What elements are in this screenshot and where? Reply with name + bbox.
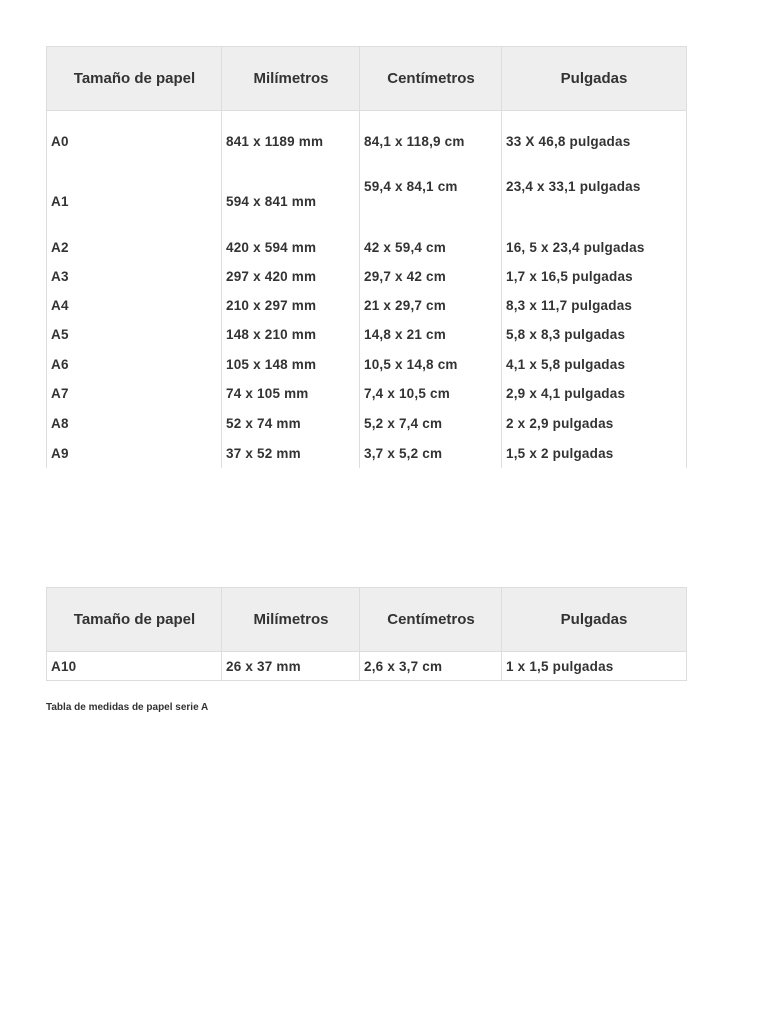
header-inches: Pulgadas <box>560 70 628 87</box>
paper-size-table-a10 <box>46 587 687 681</box>
cell-size: A3 <box>51 269 69 284</box>
cell-centimeters: 5,2 x 7,4 cm <box>364 416 443 431</box>
cell-millimeters: 105 x 148 mm <box>226 357 317 372</box>
cell-inches: 23,4 x 33,1 pulgadas <box>506 179 641 194</box>
table-header <box>46 587 687 652</box>
cell-millimeters: 148 x 210 mm <box>226 327 317 342</box>
cell-inches: 8,3 x 11,7 pulgadas <box>506 298 633 313</box>
cell-millimeters: 594 x 841 mm <box>226 194 317 209</box>
cell-inches: 2,9 x 4,1 pulgadas <box>506 386 626 401</box>
cell-inches: 2 x 2,9 pulgadas <box>506 416 614 431</box>
cell-size: A2 <box>51 240 69 255</box>
header-size: Tamaño de papel <box>73 611 196 628</box>
cell-inches: 1,7 x 16,5 pulgadas <box>506 269 633 284</box>
cell-size: A9 <box>51 446 69 461</box>
cell-millimeters: 841 x 1189 mm <box>226 134 324 149</box>
header-millimeters: Milímetros <box>253 70 329 87</box>
table-caption: Tabla de medidas de papel serie A <box>46 702 209 713</box>
paper-size-table-main <box>46 46 687 468</box>
column-divider <box>46 46 47 468</box>
cell-millimeters: 74 x 105 mm <box>226 386 309 401</box>
column-divider <box>221 587 222 681</box>
cell-centimeters: 42 x 59,4 cm <box>364 240 446 255</box>
cell-millimeters: 297 x 420 mm <box>226 269 317 284</box>
column-divider <box>359 587 360 681</box>
cell-inches: 33 X 46,8 pulgadas <box>506 134 631 149</box>
cell-millimeters: 420 x 594 mm <box>226 240 317 255</box>
cell-centimeters: 14,8 x 21 cm <box>364 327 446 342</box>
cell-centimeters: 59,4 x 84,1 cm <box>364 179 458 194</box>
header-inches: Pulgadas <box>560 611 628 628</box>
cell-size: A0 <box>51 134 69 149</box>
cell-size: A7 <box>51 386 69 401</box>
column-divider <box>686 587 687 681</box>
cell-inches: 1 x 1,5 pulgadas <box>506 659 614 674</box>
cell-centimeters: 29,7 x 42 cm <box>364 269 446 284</box>
cell-millimeters: 26 x 37 mm <box>226 659 301 674</box>
cell-size: A4 <box>51 298 69 313</box>
cell-centimeters: 3,7 x 5,2 cm <box>364 446 443 461</box>
header-centimeters: Centímetros <box>387 70 475 87</box>
cell-centimeters: 84,1 x 118,9 cm <box>364 134 465 149</box>
cell-size: A10 <box>51 659 77 674</box>
cell-centimeters: 10,5 x 14,8 cm <box>364 357 458 372</box>
header-millimeters: Milímetros <box>253 611 329 628</box>
cell-size: A1 <box>51 194 69 209</box>
cell-inches: 5,8 x 8,3 pulgadas <box>506 327 626 342</box>
column-divider <box>221 46 222 468</box>
table-bottom-border <box>46 680 687 681</box>
cell-size: A6 <box>51 357 69 372</box>
cell-size: A5 <box>51 327 69 342</box>
column-divider <box>501 587 502 681</box>
cell-size: A8 <box>51 416 69 431</box>
column-divider <box>359 46 360 468</box>
column-divider <box>686 46 687 468</box>
cell-millimeters: 52 x 74 mm <box>226 416 301 431</box>
cell-centimeters: 21 x 29,7 cm <box>364 298 446 313</box>
cell-millimeters: 37 x 52 mm <box>226 446 301 461</box>
cell-centimeters: 7,4 x 10,5 cm <box>364 386 450 401</box>
table-header <box>46 46 687 111</box>
cell-inches: 16, 5 x 23,4 pulgadas <box>506 240 645 255</box>
cell-millimeters: 210 x 297 mm <box>226 298 317 313</box>
cell-centimeters: 2,6 x 3,7 cm <box>364 659 443 674</box>
header-size: Tamaño de papel <box>73 70 196 87</box>
column-divider <box>46 587 47 681</box>
cell-inches: 4,1 x 5,8 pulgadas <box>506 357 626 372</box>
header-centimeters: Centímetros <box>387 611 475 628</box>
column-divider <box>501 46 502 468</box>
cell-inches: 1,5 x 2 pulgadas <box>506 446 614 461</box>
